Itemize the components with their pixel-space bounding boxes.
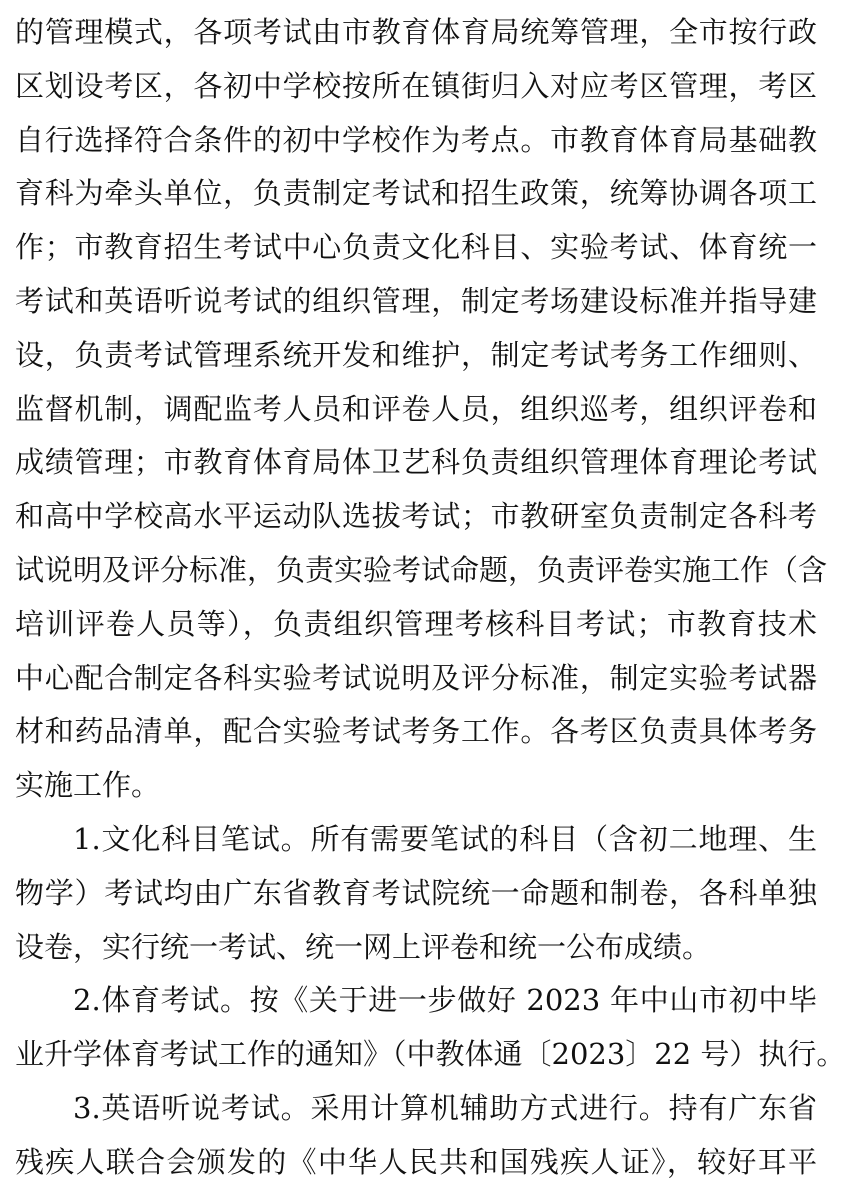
text-line: 自行选择符合条件的初中学校作为考点。市教育体育局基础教 [15,122,817,157]
text-line: 残疾人联合会颁发的《中华人民共和国残疾人证》，较好耳平 [15,1144,817,1179]
text-line: 设，负责考试管理系统开发和维护，制定考试考务工作细则、 [15,337,817,372]
text-line: 物学）考试均由广东省教育考试院统一命题和制卷，各科单独 [15,875,817,910]
text-line: 的管理模式，各项考试由市教育体育局统筹管理，全市按行政 [15,15,817,49]
section-heading-line: 2.体育考试。按《关于进一步做好 2023 年中山市初中毕 [73,983,817,1018]
text-line: 监督机制，调配监考人员和评卷人员，组织巡考，组织评卷和 [15,391,817,426]
text-line: 成绩管理；市教育体育局体卫艺科负责组织管理体育理论考试 [15,445,817,480]
text-line: 试说明及评分标准，负责实验考试命题，负责评卷实施工作（含 [15,552,828,587]
text-line: 作；市教育招生考试中心负责文化科目、实验考试、体育统一 [15,230,817,265]
text-line: 中心配合制定各科实验考试说明及评分标准，制定实验考试器 [15,660,817,695]
text-line: 和高中学校高水平运动队选拔考试；市教研室负责制定各科考 [15,499,817,534]
text-line: 培训评卷人员等），负责组织管理考核科目考试；市教育技术 [15,606,817,641]
text-line: 实施工作。 [15,768,161,803]
text-line: 设卷，实行统一考试、统一网上评卷和统一公布成绩。 [15,929,712,964]
section-heading-line: 3.英语听说考试。采用计算机辅助方式进行。持有广东省 [73,1090,817,1125]
text-line: 育科为牵头单位，负责制定考试和招生政策，统筹协调各项工 [15,176,817,211]
section-heading-line: 1.文化科目笔试。所有需要笔试的科目（含初二地理、生 [73,821,817,856]
text-line: 区划设考区，各初中学校按所在镇街归入对应考区管理，考区 [15,68,817,103]
text-line: 业升学体育考试工作的通知》（中教体通〔2023〕22 号）执行。 [15,1037,845,1072]
text-line: 考试和英语听说考试的组织管理，制定考场建设标准并指导建 [15,283,817,318]
text-line: 材和药品清单，配合实验考试考务工作。各考区负责具体考务 [15,714,817,749]
